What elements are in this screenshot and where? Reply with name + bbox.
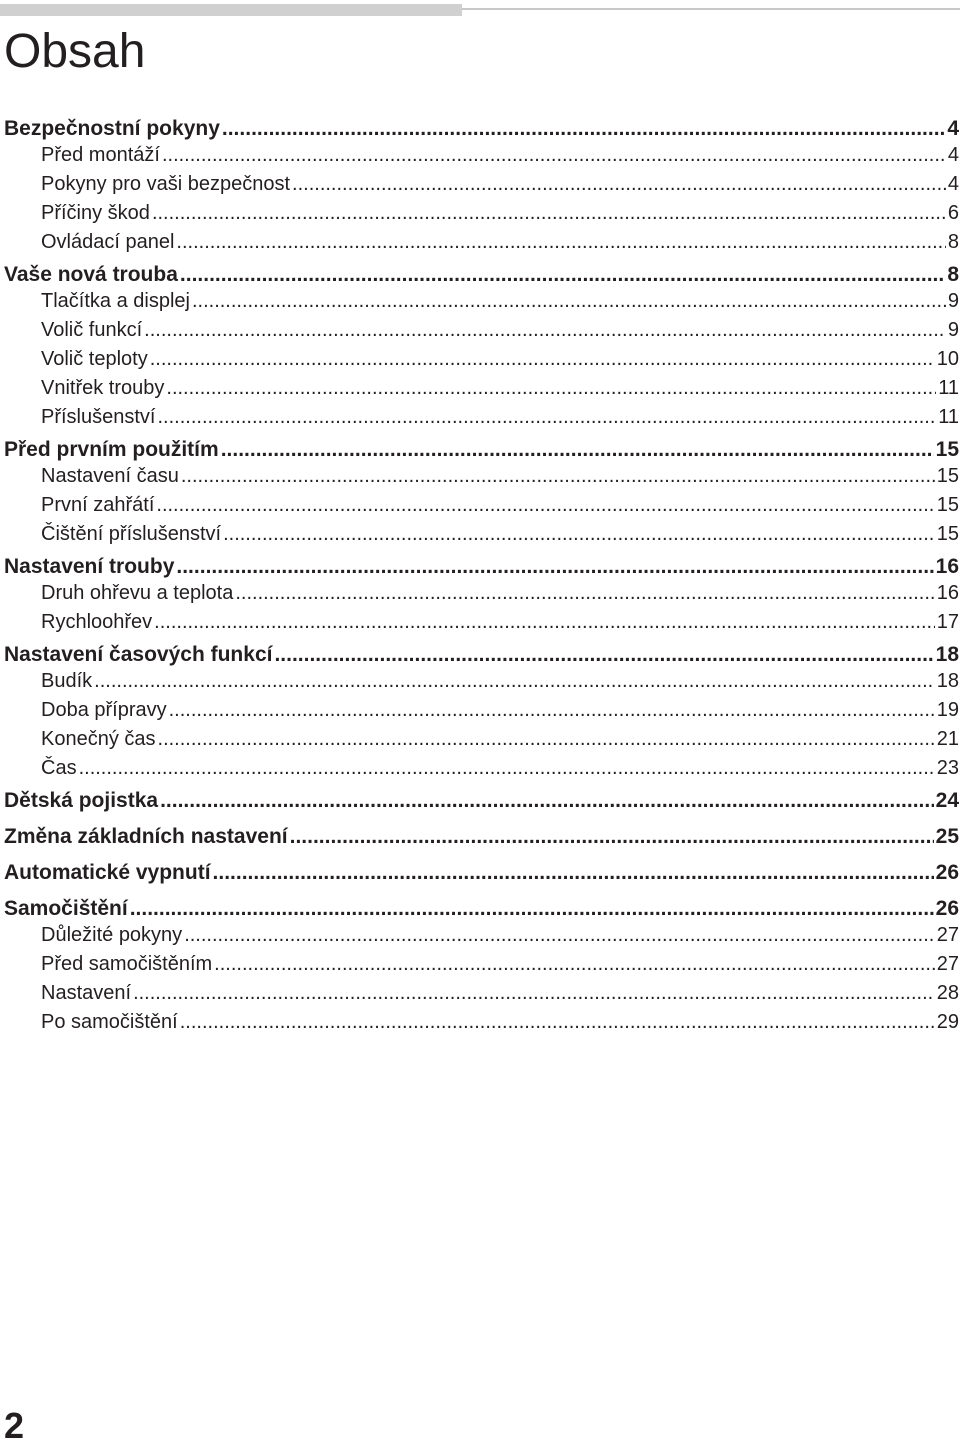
toc-subsection-entry[interactable] (4, 199, 959, 228)
toc-entry-label: Změna základních nastavení (4, 825, 288, 848)
toc-entry-page-number: 9 (947, 319, 959, 341)
toc-entry-label: Volič teploty (41, 348, 148, 370)
toc-dot-leader (290, 819, 934, 855)
toc-subsection-entry[interactable] (4, 950, 959, 979)
toc-section-entry[interactable] (4, 855, 959, 891)
toc-entry-label: Před montáží (41, 144, 160, 166)
toc-entry-page-number: 28 (936, 982, 959, 1004)
toc-section-entry[interactable] (4, 783, 959, 819)
toc-entry-label: Vaše nová trouba (4, 263, 178, 286)
toc-dot-leader (160, 783, 934, 819)
toc-subsection-entry[interactable] (4, 287, 959, 316)
toc-entry-page-number: 15 (936, 494, 959, 516)
toc-dot-leader (235, 579, 934, 608)
toc-entry-label: Nastavení trouby (4, 555, 175, 578)
toc-subsection-entry[interactable] (4, 316, 959, 345)
toc-dot-leader (157, 403, 936, 432)
toc-dot-leader (133, 979, 935, 1008)
toc-subsection-entry[interactable] (4, 725, 959, 754)
toc-entry-page-number: 15 (935, 438, 959, 461)
toc-entry-label: Čas (41, 757, 77, 779)
toc-entry-page-number: 19 (936, 699, 959, 721)
toc-entry-page-number: 4 (947, 173, 959, 195)
toc-dot-leader (154, 608, 935, 637)
toc-subsection-entry[interactable] (4, 579, 959, 608)
toc-entry-label: Volič funkcí (41, 319, 143, 341)
toc-entry-label: Příslušenství (41, 406, 156, 428)
toc-entry-label: Po samočištění (41, 1011, 178, 1033)
toc-subsection-entry[interactable] (4, 345, 959, 374)
toc-entry-page-number: 16 (935, 555, 959, 578)
toc-entry-label: Příčiny škod (41, 202, 150, 224)
toc-entry-label: Druh ohřevu a teplota (41, 582, 234, 604)
toc-dot-leader (144, 316, 946, 345)
toc-dot-leader (166, 374, 936, 403)
toc-subsection-entry[interactable] (4, 667, 959, 696)
toc-subsection-entry[interactable] (4, 696, 959, 725)
toc-entry-label: Vnitřek trouby (41, 377, 165, 399)
page-number: 2 (4, 1405, 25, 1446)
toc-entry-page-number: 24 (935, 789, 959, 812)
toc-entry-page-number: 10 (936, 348, 959, 370)
toc-dot-leader (213, 855, 934, 891)
toc-subsection-entry[interactable] (4, 170, 959, 199)
toc-dot-leader (180, 1008, 935, 1037)
toc-entry-label: Automatické vypnutí (4, 861, 211, 884)
toc-entry-label: Samočištění (4, 897, 128, 920)
toc-entry-label: Pokyny pro vaši bezpečnost (41, 173, 291, 195)
toc-entry-label: Tlačítka a displej (41, 290, 190, 312)
toc-dot-leader (158, 725, 935, 754)
toc-entry-label: Nastavení času (41, 465, 179, 487)
toc-entry-label: Konečný čas (41, 728, 156, 750)
toc-section-entry[interactable] (4, 819, 959, 855)
toc-entry-page-number: 16 (936, 582, 959, 604)
toc-entry-page-number: 18 (936, 670, 959, 692)
toc-dot-leader (150, 345, 935, 374)
toc-subsection-entry[interactable] (4, 141, 959, 170)
toc-dot-leader (79, 754, 935, 783)
toc-entry-page-number: 26 (935, 897, 959, 920)
toc-entry-page-number: 8 (947, 231, 959, 253)
toc-entry-label: První zahřátí (41, 494, 155, 516)
toc-entry-page-number: 9 (947, 290, 959, 312)
toc-entry-label: Nastavení časových funkcí (4, 643, 273, 666)
toc-entry-page-number: 21 (936, 728, 959, 750)
toc-dot-leader (292, 170, 946, 199)
header-rule-thick (0, 4, 462, 16)
toc-entry-label: Důležité pokyny (41, 924, 183, 946)
toc-entry-label: Rychloohřev (41, 611, 153, 633)
toc-dot-leader (176, 228, 945, 257)
toc-subsection-entry[interactable] (4, 520, 959, 549)
toc-entry-label: Ovládací panel (41, 231, 175, 253)
toc-dot-leader (156, 491, 934, 520)
toc-subsection-entry[interactable] (4, 1008, 959, 1037)
toc-entry-label: Doba přípravy (41, 699, 167, 721)
toc-entry-page-number: 11 (938, 377, 959, 399)
toc-dot-leader (184, 921, 935, 950)
toc-subsection-entry[interactable] (4, 979, 959, 1008)
page-title: Obsah (4, 25, 146, 78)
table-of-contents (4, 111, 959, 1037)
toc-entry-label: Bezpečnostní pokyny (4, 117, 220, 140)
toc-dot-leader (94, 667, 935, 696)
toc-entry-label: Čištění příslušenství (41, 523, 222, 545)
toc-entry-page-number: 27 (936, 924, 959, 946)
toc-entry-label: Před prvním použitím (4, 438, 219, 461)
toc-dot-leader (169, 696, 935, 725)
toc-entry-page-number: 6 (947, 202, 959, 224)
toc-entry-page-number: 17 (936, 611, 959, 633)
toc-dot-leader (162, 141, 946, 170)
header-rule-thin (462, 8, 960, 10)
toc-dot-leader (214, 950, 935, 979)
toc-entry-page-number: 8 (947, 263, 959, 286)
toc-subsection-entry[interactable] (4, 491, 959, 520)
toc-entry-page-number: 15 (936, 523, 959, 545)
toc-subsection-entry[interactable] (4, 228, 959, 257)
toc-dot-leader (223, 520, 935, 549)
toc-entry-page-number: 26 (935, 861, 959, 884)
toc-entry-page-number: 29 (936, 1011, 959, 1033)
toc-entry-label: Dětská pojistka (4, 789, 159, 812)
toc-entry-label: Před samočištěním (41, 953, 213, 975)
toc-entry-page-number: 15 (936, 465, 959, 487)
toc-entry-label: Nastavení (41, 982, 132, 1004)
toc-subsection-entry[interactable] (4, 608, 959, 637)
toc-subsection-entry[interactable] (4, 921, 959, 950)
toc-subsection-entry[interactable] (4, 403, 959, 432)
toc-dot-leader (152, 199, 946, 228)
toc-dot-leader (181, 462, 935, 491)
toc-subsection-entry[interactable] (4, 462, 959, 491)
toc-entry-page-number: 23 (936, 757, 959, 779)
toc-entry-page-number: 18 (935, 643, 959, 666)
toc-dot-leader (192, 287, 946, 316)
toc-subsection-entry[interactable] (4, 374, 959, 403)
toc-entry-page-number: 11 (938, 406, 959, 428)
toc-entry-page-number: 27 (936, 953, 959, 975)
toc-entry-page-number: 4 (947, 117, 959, 140)
toc-entry-page-number: 25 (935, 825, 959, 848)
toc-entry-page-number: 4 (947, 144, 959, 166)
toc-entry-label: Budík (41, 670, 93, 692)
toc-subsection-entry[interactable] (4, 754, 959, 783)
